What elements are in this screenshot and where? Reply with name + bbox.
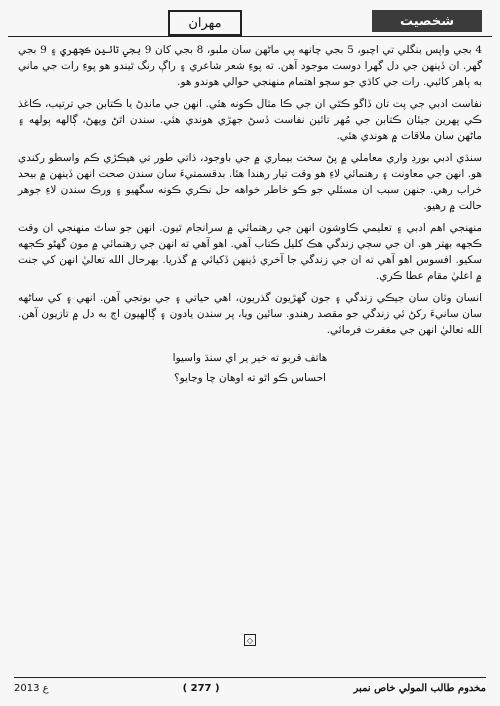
footer-journal-title: مخدوم طالب المولي خاص نمبر [353, 682, 486, 694]
section-label: شخصيت [372, 10, 482, 32]
ornament-divider [0, 634, 500, 646]
page-header [8, 8, 492, 38]
paragraph-2: نفاست ادبي جي پت تان ڏاگو ڪٿي ان جي ڪا مثال ڪونه هئي. انهن جي مانڊڻ يا ڪتابن جي ترتيب، ڪاغذ ڪي پهرين جيئان ڪتابن جي مُهر تائين نفاست ڏسڻ جهڙي هوندي هئي. سندن اٿڻ ويهڻ، ڳالهه ٻولهه ۽ ماڻهن سان ملاقات ۾ هوندي هئي. [18, 98, 482, 142]
article-body [18, 42, 482, 654]
ornament-icon: ◇ [244, 634, 256, 646]
header-rule [8, 36, 492, 37]
page-number: ( 277 ) [182, 682, 220, 694]
paragraph-3: سنڌي ادبي بورڊ واري معاملي ۾ پڻ سخت بيماري ۾ جي باوجود، ذاتي طور تي هيڪڙي ڪم واسطو رکندي هو. انهن جي معاونت ۽ رهنمائي لاءِ هو وقت تيار رهندا هئا. بدقسمتيءَ سان سندن صحت انهن ڏينهن ۾ بيحد خراب رهي. جنهن سبب ان مسئلي جو ڪو خاطر خواهه حل نڪري ڪونه سگهيو ۽ ورڪ سندن لاءِ جوهر حالت ۾ رهيو. [18, 152, 482, 212]
journal-logo: مهران [168, 10, 242, 36]
footer-year: 2013 ع [14, 682, 49, 694]
page-footer [14, 677, 486, 698]
paragraph-5: انسان وٽان سان جيڪي زندگي ۽ جون گهڙيون گذريون، اهي حياتي ۽ جي بونجي آهن. انهي ۽ کي ساڻهه سان سانيءَ رکڻ ئي زندگي جو مقصد رهندو. سائين ويا، پر سندن يادون ۽ ڳالهيون اڄ به دل ۾ تازيون آهن. الله تعاليٰ انهن جي مغفرت فرمائي. [18, 292, 482, 336]
paragraph-1: 4 بجي واپس بنگلي تي اچبو، 5 بجي چانهه پي ماڻهن سان ملبو، 8 بجي کان 9 بجي تائين ڪچهري ۽ 9 بجي گهر. ان ڏينهن جي دل گهرا دوست موجود آهن. ته پوءِ شعر شاعري ۽ راڳ رنگ ٿيندو هو پوءِ رات جي ماني به ٻاهر کائبي. رات جي کاڌي جو سڄو اهتمام منهنجي حوالي هوندو هو. [18, 44, 483, 88]
paragraph-4: منهنجي اهم ادبي ۽ تعليمي ڪاوشون انهن جي رهنمائي ۾ سرانجام ٿيون. انهن جو ساٿ منهنجي ان وقت ڪجهه بهتر هو. ان جي سڄي زندگي هڪ کليل ڪتاب آهي. اهو آهي ته انهن جي رهنمائي ۾ مون گهڻو ڪجهه سکيو. افسوس اهو آهي ته ان جي زندگي جا آخري ڏينهن ڏکيائي ۾ گذريا. بهرحال الله تعاليٰ انهن کي جنت ۾ اعليٰ مقام عطا ڪري. [18, 222, 482, 282]
poem-block [18, 348, 482, 388]
poem-line-2: احساس ڪو اٿو ته اوهان چا وڃايو؟ [174, 372, 326, 384]
poem-line-1: هاتف قربو ته خير ير اي سنڌ واسيوا [172, 352, 328, 364]
